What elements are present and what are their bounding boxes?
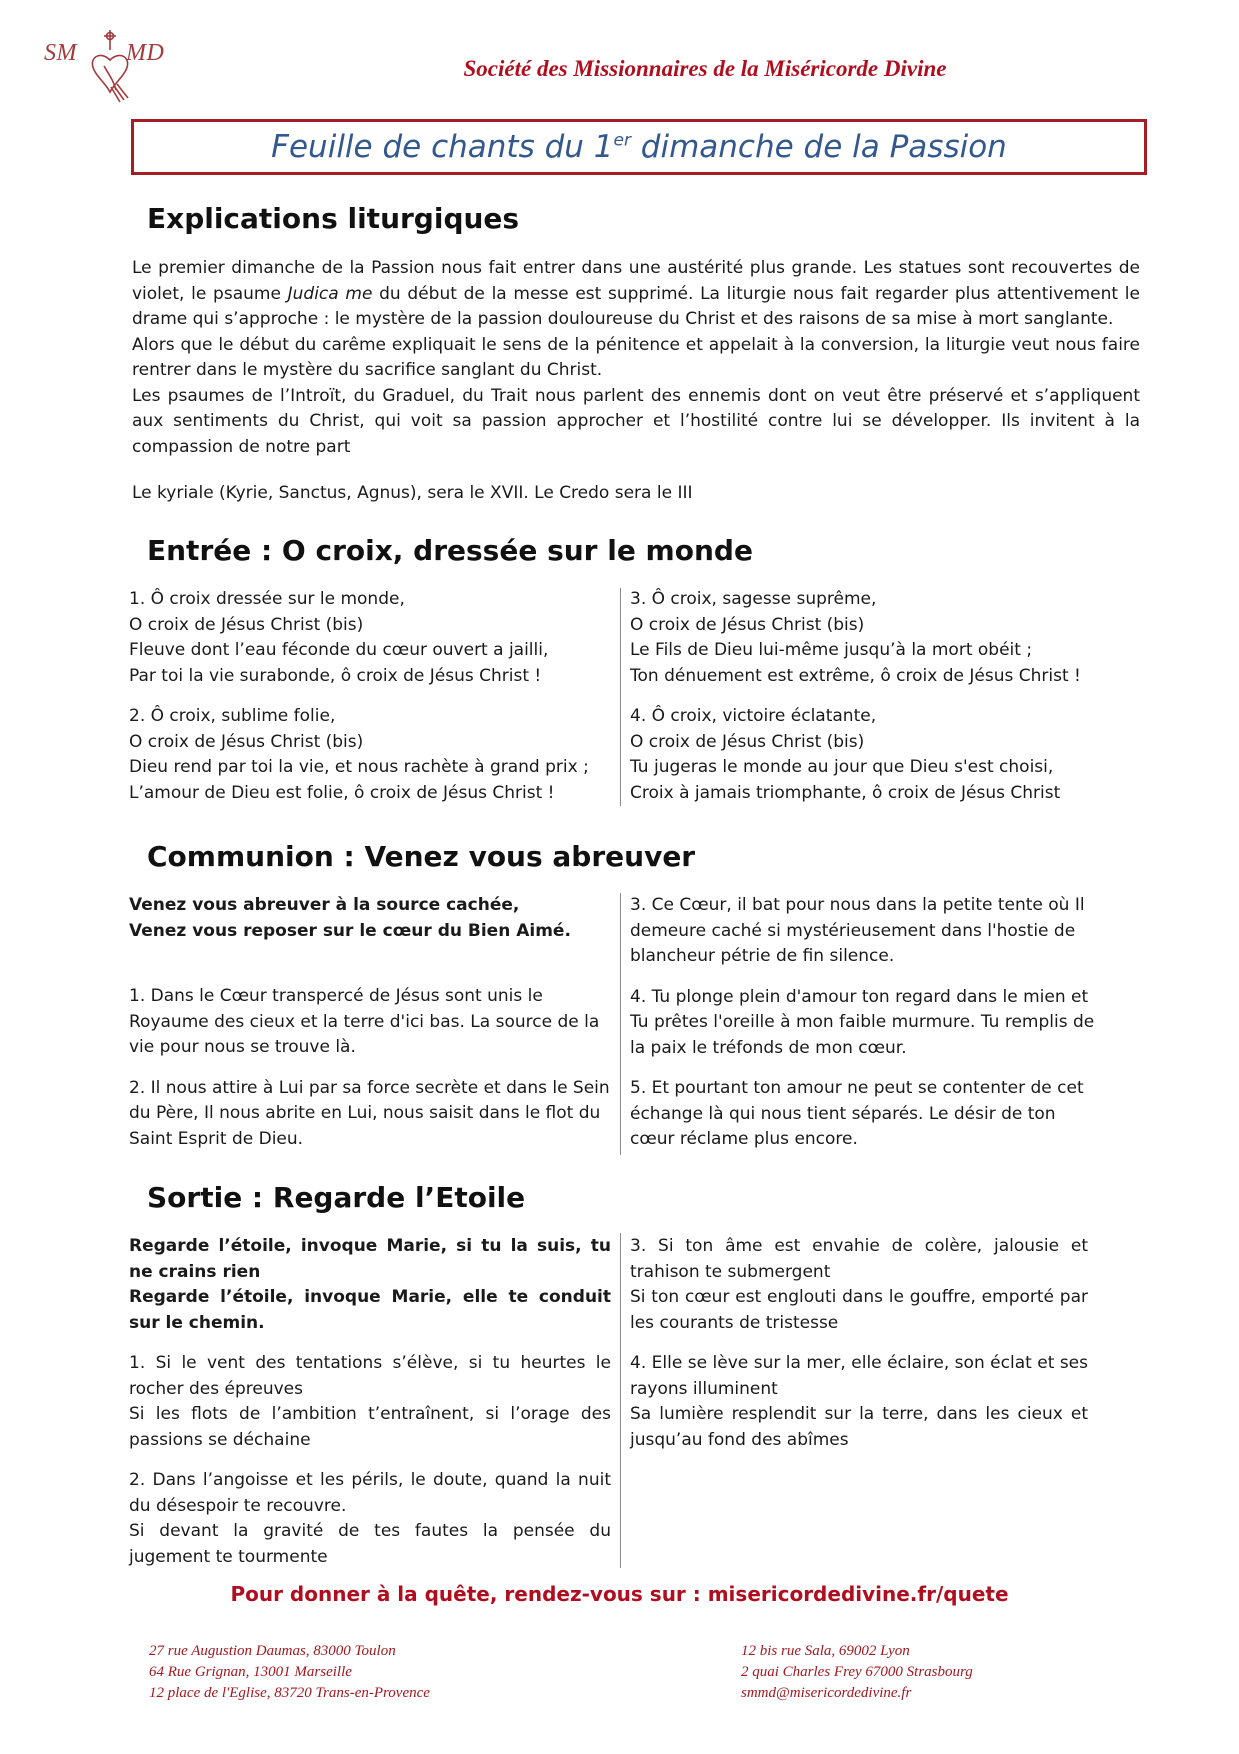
stanza-text: 5. Et pourtant ton amour ne peut se contenter de cet échange là qui nous tient séparés. Le désir de ton cœur réclame plus encore. [630, 1078, 1084, 1149]
entree-right-column [630, 587, 1100, 821]
stanza-line: Dieu rend par toi la vie, et nous rachète à grand prix ; [129, 757, 589, 777]
entree-stanza-2 [129, 704, 619, 806]
sortie-stanza-2 [129, 1468, 611, 1570]
communion-left-column [129, 893, 619, 1167]
heading-communion: Communion : Venez vous abreuver [147, 840, 696, 873]
entree-stanza-3 [630, 587, 1100, 689]
stanza-text: 4. Tu plonge plein d'amour ton regard dans le mien et Tu prêtes l'oreille à mon faible murmure. Tu remplis de la paix le tréfonds de mon cœur. [630, 986, 1095, 1058]
heading-explications: Explications liturgiques [147, 202, 520, 235]
stanza-text: Si ton cœur est englouti dans le gouffre, emporté par les courants de tristesse [630, 1287, 1088, 1333]
stanza-line: O croix de Jésus Christ (bis) [129, 731, 364, 752]
heading-entree: Entrée : O croix, dressée sur le monde [147, 534, 753, 567]
quete-link[interactable]: Pour donner à la quête, rendez-vous sur : misericordedivine.fr/quete [230, 1582, 1009, 1606]
page-title-box [131, 119, 1147, 175]
logo-text-right: MD [126, 40, 165, 66]
stanza-line: Tu jugeras le monde au jour que Dieu s'est choisi, [630, 757, 1054, 777]
title-post: dimanche de la Passion [630, 129, 1007, 165]
stanza-line: O croix de Jésus Christ (bis) [630, 731, 865, 752]
stanza-text: 3. Ce Cœur, il bat pour nous dans la petite tente où Il demeure caché si mystérieusement dans l'hostie de blancheur pétrie de fin silence. [630, 895, 1085, 966]
addresses-right [741, 1641, 973, 1704]
stanza-text: 3. Si ton âme est envahie de colère, jalousie et trahison te submergent [630, 1236, 1088, 1282]
entree-stanza-4 [630, 704, 1100, 806]
address-line: 12 bis rue Sala, 69002 Lyon [741, 1643, 910, 1659]
stanza-line: 4. Ô croix, victoire éclatante, [630, 706, 877, 726]
stanza-text: Sa lumière resplendit sur la terre, dans les cieux et jusqu’au fond des abîmes [630, 1404, 1088, 1450]
explications-p2: Alors que le début du carême expliquait le sens de la pénitence et appelait à la conversion, la liturgie veut nous faire rentrer dans le mystère du sacrifice sanglant du Christ. [132, 334, 1140, 380]
stanza-line: Par toi la vie surabonde, ô croix de Jésus Christ ! [129, 665, 542, 686]
stanza-line: 2. Ô croix, sublime folie, [129, 706, 336, 726]
column-divider [620, 588, 621, 806]
sortie-right-column [630, 1234, 1088, 1468]
stanza-text: 2. Dans l’angoisse et les périls, le doute, quand la nuit du désespoir te recouvre. [129, 1470, 611, 1516]
communion-right-column [630, 893, 1100, 1168]
sortie-stanza-4 [630, 1351, 1088, 1453]
heart-cross-icon [44, 26, 179, 104]
address-line: 2 quai Charles Frey 67000 Strasbourg [741, 1664, 973, 1680]
sortie-stanza-1 [129, 1351, 611, 1453]
address-line: 12 place de l'Eglise, 83720 Trans-en-Provence [149, 1685, 430, 1701]
logo-text-left: SM [44, 40, 77, 66]
stanza-line: 1. Ô croix dressée sur le monde, [129, 589, 405, 609]
stanza-line: Croix à jamais triomphante, ô croix de Jésus Christ [630, 782, 1061, 803]
p1-emphasis: Judica me [287, 283, 373, 304]
explications-p1 [132, 256, 1140, 333]
communion-stanza-5 [630, 1076, 1100, 1153]
explications-p4: Le kyriale (Kyrie, Sanctus, Agnus), sera le XVII. Le Credo sera le III [132, 483, 693, 503]
communion-stanza-1 [129, 984, 619, 1061]
address-line: 27 rue Augustion Daumas, 83000 Toulon [149, 1643, 396, 1659]
stanza-text: 4. Elle se lève sur la mer, elle éclaire, son éclat et ses rayons illuminent [630, 1353, 1088, 1399]
communion-refrain [129, 893, 619, 944]
communion-stanza-2 [129, 1076, 619, 1153]
refrain-line: Venez vous reposer sur le cœur du Bien Aimé. [129, 920, 571, 941]
entree-stanza-1 [129, 587, 619, 689]
stanza-line: 3. Ô croix, sagesse suprême, [630, 589, 877, 609]
stanza-text: Si les flots de l’ambition t’entraînent, si l’orage des passions se déchaine [129, 1404, 611, 1450]
smmd-logo [44, 26, 179, 104]
sortie-stanza-3 [630, 1234, 1088, 1336]
sortie-left-column [129, 1234, 611, 1585]
communion-stanza-4 [630, 985, 1100, 1062]
stanza-line: L’amour de Dieu est folie, ô croix de Jésus Christ ! [129, 782, 555, 803]
communion-stanza-3 [630, 893, 1100, 970]
stanza-line: Ton dénuement est extrême, ô croix de Jésus Christ ! [630, 665, 1081, 686]
addresses-left [149, 1641, 430, 1704]
stanza-text: Si devant la gravité de tes fautes la pensée du jugement te tourmente [129, 1521, 611, 1567]
title-pre: Feuille de chants du 1 [271, 129, 614, 165]
sortie-refrain [129, 1234, 611, 1336]
stanza-line: Fleuve dont l’eau féconde du cœur ouvert a jailli, [129, 640, 549, 660]
explications-text [132, 256, 1140, 460]
address-line: 64 Rue Grignan, 13001 Marseille [149, 1664, 352, 1680]
entree-left-column [129, 587, 619, 821]
column-divider [620, 1233, 621, 1568]
stanza-text: 1. Si le vent des tentations s’élève, si tu heurtes le rocher des épreuves [129, 1353, 611, 1399]
refrain-line: Venez vous abreuver à la source cachée, [129, 895, 520, 915]
email-link[interactable]: smmd@misericordedivine.fr [741, 1685, 912, 1701]
stanza-line: O croix de Jésus Christ (bis) [630, 614, 865, 635]
society-name: Société des Missionnaires de la Miséricorde Divine [463, 56, 947, 81]
refrain-line: Regarde l’étoile, invoque Marie, si tu la suis, tu ne crains rien [129, 1236, 611, 1282]
p1-part-a: Le premier dimanche de la Passion nous fait entrer dans une austérité plus grande. Les statues sont recouvertes de violet, le psaume [132, 258, 1140, 304]
heading-sortie: Sortie : Regarde l’Etoile [147, 1181, 526, 1214]
column-divider [620, 893, 621, 1155]
title-sup: er [613, 130, 631, 151]
p1-part-b: du début de la messe est supprimé. La liturgie nous fait regarder plus attentivement le drame qui s’approche : le mystère de la passion douloureuse du Christ et des raisons de sa mise à mort sanglante. [132, 283, 1140, 329]
stanza-text: 2. Il nous attire à Lui par sa force secrète et dans le Sein du Père, Il nous abrite en Lui, nous saisit dans le flot du Saint Esprit de Dieu. [129, 1077, 610, 1149]
explications-p3: Les psaumes de l’Introït, du Graduel, du Trait nous parlent des ennemis dont on veut être préservé et s’appliquent aux sentiments du Christ, qui voit sa passion approcher et l’hostilité contre lui se développer. Ils invitent à la compassion de notre part [132, 385, 1140, 457]
page-title [271, 129, 1007, 165]
stanza-line: Le Fils de Dieu lui-même jusqu’à la mort obéit ; [630, 640, 1033, 660]
refrain-line: Regarde l’étoile, invoque Marie, elle te conduit sur le chemin. [129, 1287, 611, 1333]
stanza-text: 1. Dans le Cœur transpercé de Jésus sont unis le Royaume des cieux et la terre d'ici bas. La source de la vie pour nous se trouve là. [129, 986, 600, 1057]
stanza-line: O croix de Jésus Christ (bis) [129, 614, 364, 635]
